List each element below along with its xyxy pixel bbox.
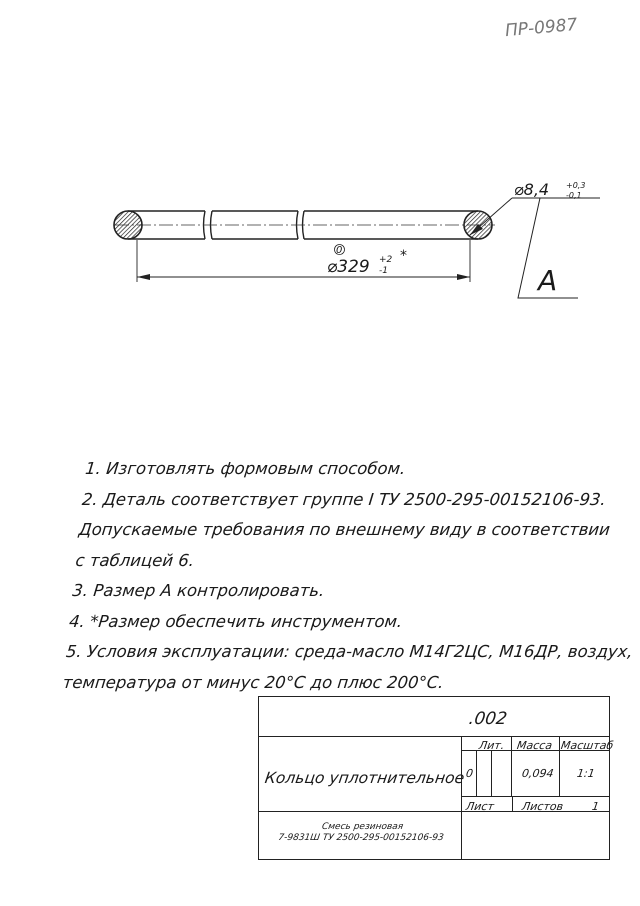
- note-line: с таблицей 6.: [74, 550, 196, 570]
- scale-value: 1:1: [576, 767, 596, 780]
- note-line: 1. Изготовлять формовым способом.: [84, 459, 407, 478]
- diameter-tol-lower: -1: [379, 266, 388, 276]
- note-line: 4. *Размер обеспечить инструментом.: [68, 611, 404, 631]
- note-line: 2. Деталь соответствует группе I ТУ 2500-295-00152106-93.: [81, 489, 607, 509]
- designation: .002: [467, 709, 509, 729]
- scale-header: Масштаб: [560, 739, 615, 752]
- mass-value: 0,094: [521, 767, 555, 780]
- sheets-label: Листов: [521, 800, 565, 813]
- sheets-value: 1: [591, 800, 600, 813]
- technical-notes: [61, 454, 634, 698]
- mass-header: Масса: [516, 739, 553, 752]
- left-cross-section: [114, 211, 142, 239]
- document-code: ПР-0987: [504, 14, 579, 42]
- sheet-label: Лист: [465, 800, 495, 813]
- note-line: Допускаемые требования по внешнему виду в соответствии: [77, 520, 611, 539]
- cross-section-tol-upper: +0,3: [566, 181, 586, 190]
- diameter-asterisk: *: [400, 248, 407, 264]
- material-line: Смесь резиновая: [321, 822, 404, 832]
- cross-section-tol-lower: -0,1: [566, 191, 582, 200]
- revision-mark: 0: [336, 245, 343, 256]
- material-spec: [277, 822, 445, 844]
- ring-drawing: [0, 0, 640, 320]
- cross-section-dim: ⌀8,4: [514, 180, 550, 199]
- note-line: 5. Условия эксплуатации: среда-масло М14Г2ЦС, М16ДР, воздух,: [65, 642, 634, 661]
- view-label: A: [538, 264, 558, 297]
- title-block: [258, 696, 615, 860]
- lit-value: 0: [465, 767, 474, 780]
- diameter-tol-upper: +2: [379, 255, 393, 265]
- lit-header: Лит.: [478, 739, 506, 752]
- material-line: 7-9831Ш ТУ 2500-295-00152106-93: [277, 833, 445, 843]
- diameter-dim: ⌀329: [327, 257, 370, 277]
- part-name: Кольцо уплотнительное: [263, 769, 466, 787]
- note-line: температура от минус 20°С до плюс 200°С.: [61, 672, 445, 692]
- note-line: 3. Размер А контролировать.: [71, 581, 326, 600]
